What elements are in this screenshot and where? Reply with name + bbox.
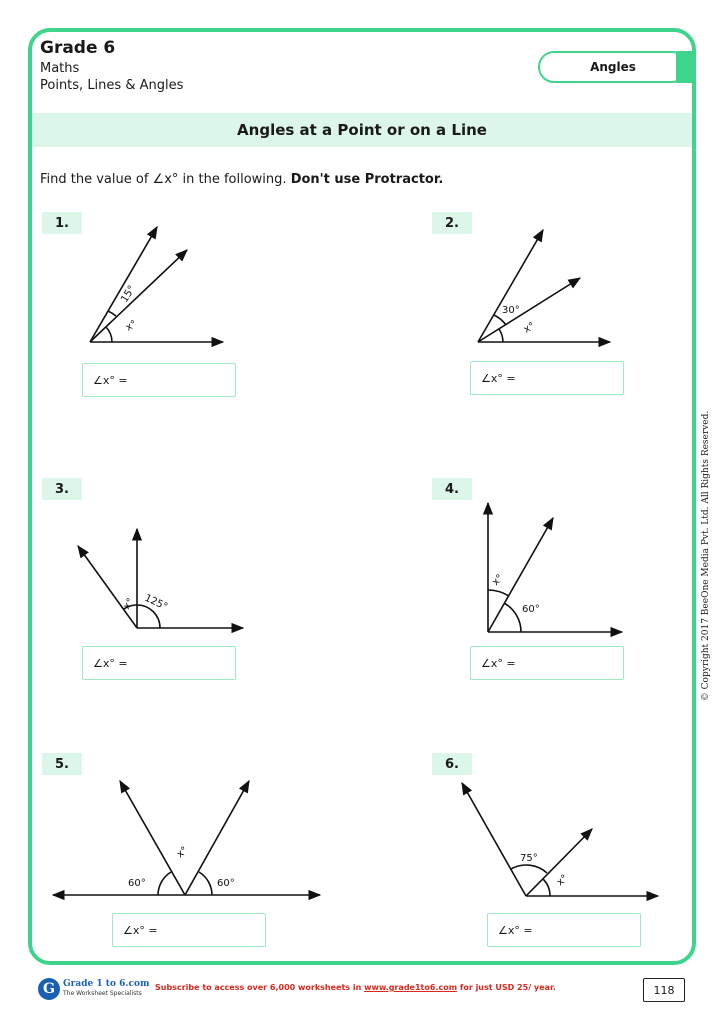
instruction-text: Find the value of ∠x° in the following. [40, 172, 287, 187]
fig2-label-b: x° [522, 320, 537, 336]
answer-box-2[interactable]: ∠x° = [470, 361, 624, 395]
site-logo[interactable] [38, 978, 150, 1000]
worksheet-frame [28, 28, 696, 965]
answer-box-1[interactable]: ∠x° = [82, 363, 236, 397]
topic-tag-tab [676, 51, 696, 83]
fig1-label-a: 15° [119, 283, 138, 305]
topic-tag: Angles [538, 51, 688, 83]
answer-box-6[interactable]: ∠x° = [487, 913, 641, 947]
instruction [40, 172, 443, 187]
problem-number-5: 5. [42, 753, 82, 775]
grade-label: Grade 6 [40, 38, 116, 58]
logo-tagline: The Worksheet Specialists [63, 990, 142, 997]
instruction-emphasis: Don't use Protractor. [290, 172, 444, 187]
copyright-notice: © Copyright 2017 BeeOne Media Pvt. Ltd. All Rights Reserved. [701, 410, 711, 702]
fig4-label-b: 60° [522, 604, 540, 615]
fig6-label-b: x° [554, 872, 571, 889]
fig2-label-a: 30° [502, 305, 520, 316]
logo-name: Grade 1 to 6.com [63, 979, 150, 989]
problem-number-3: 3. [42, 478, 82, 500]
subscribe-suffix: for just USD 25/ year. [459, 983, 556, 992]
logo-g-icon: G [38, 978, 60, 1000]
fig1-label-b: x° [124, 318, 139, 334]
fig5-label-a: 60° [128, 878, 146, 889]
problem-number-1: 1. [42, 212, 82, 234]
problem-number-2: 2. [432, 212, 472, 234]
fig4-label-a: x° [490, 572, 506, 589]
answer-box-3[interactable]: ∠x° = [82, 646, 236, 680]
fig6-label-a: 75° [520, 853, 538, 864]
subject-block [40, 60, 183, 94]
problem-number-6: 6. [432, 753, 472, 775]
fig5-label-c: 60° [217, 878, 235, 889]
topic-label: Points, Lines & Angles [40, 78, 184, 93]
fig3-label-b: 125° [142, 592, 170, 613]
fig3-label-a: x° [121, 596, 137, 612]
worksheet-title: Angles at a Point or on a Line [32, 113, 692, 147]
answer-box-5[interactable]: ∠x° = [112, 913, 266, 947]
subject-label: Maths [40, 61, 80, 76]
answer-box-4[interactable]: ∠x° = [470, 646, 624, 680]
subscribe-prefix: Subscribe to access over 6,000 worksheets in [155, 983, 362, 992]
fig5-label-b: x° [174, 844, 191, 861]
subscribe-link[interactable]: www.grade1to6.com [364, 983, 458, 992]
page-number: 118 [643, 978, 685, 1002]
problem-number-4: 4. [432, 478, 472, 500]
subscribe-text [155, 983, 556, 992]
